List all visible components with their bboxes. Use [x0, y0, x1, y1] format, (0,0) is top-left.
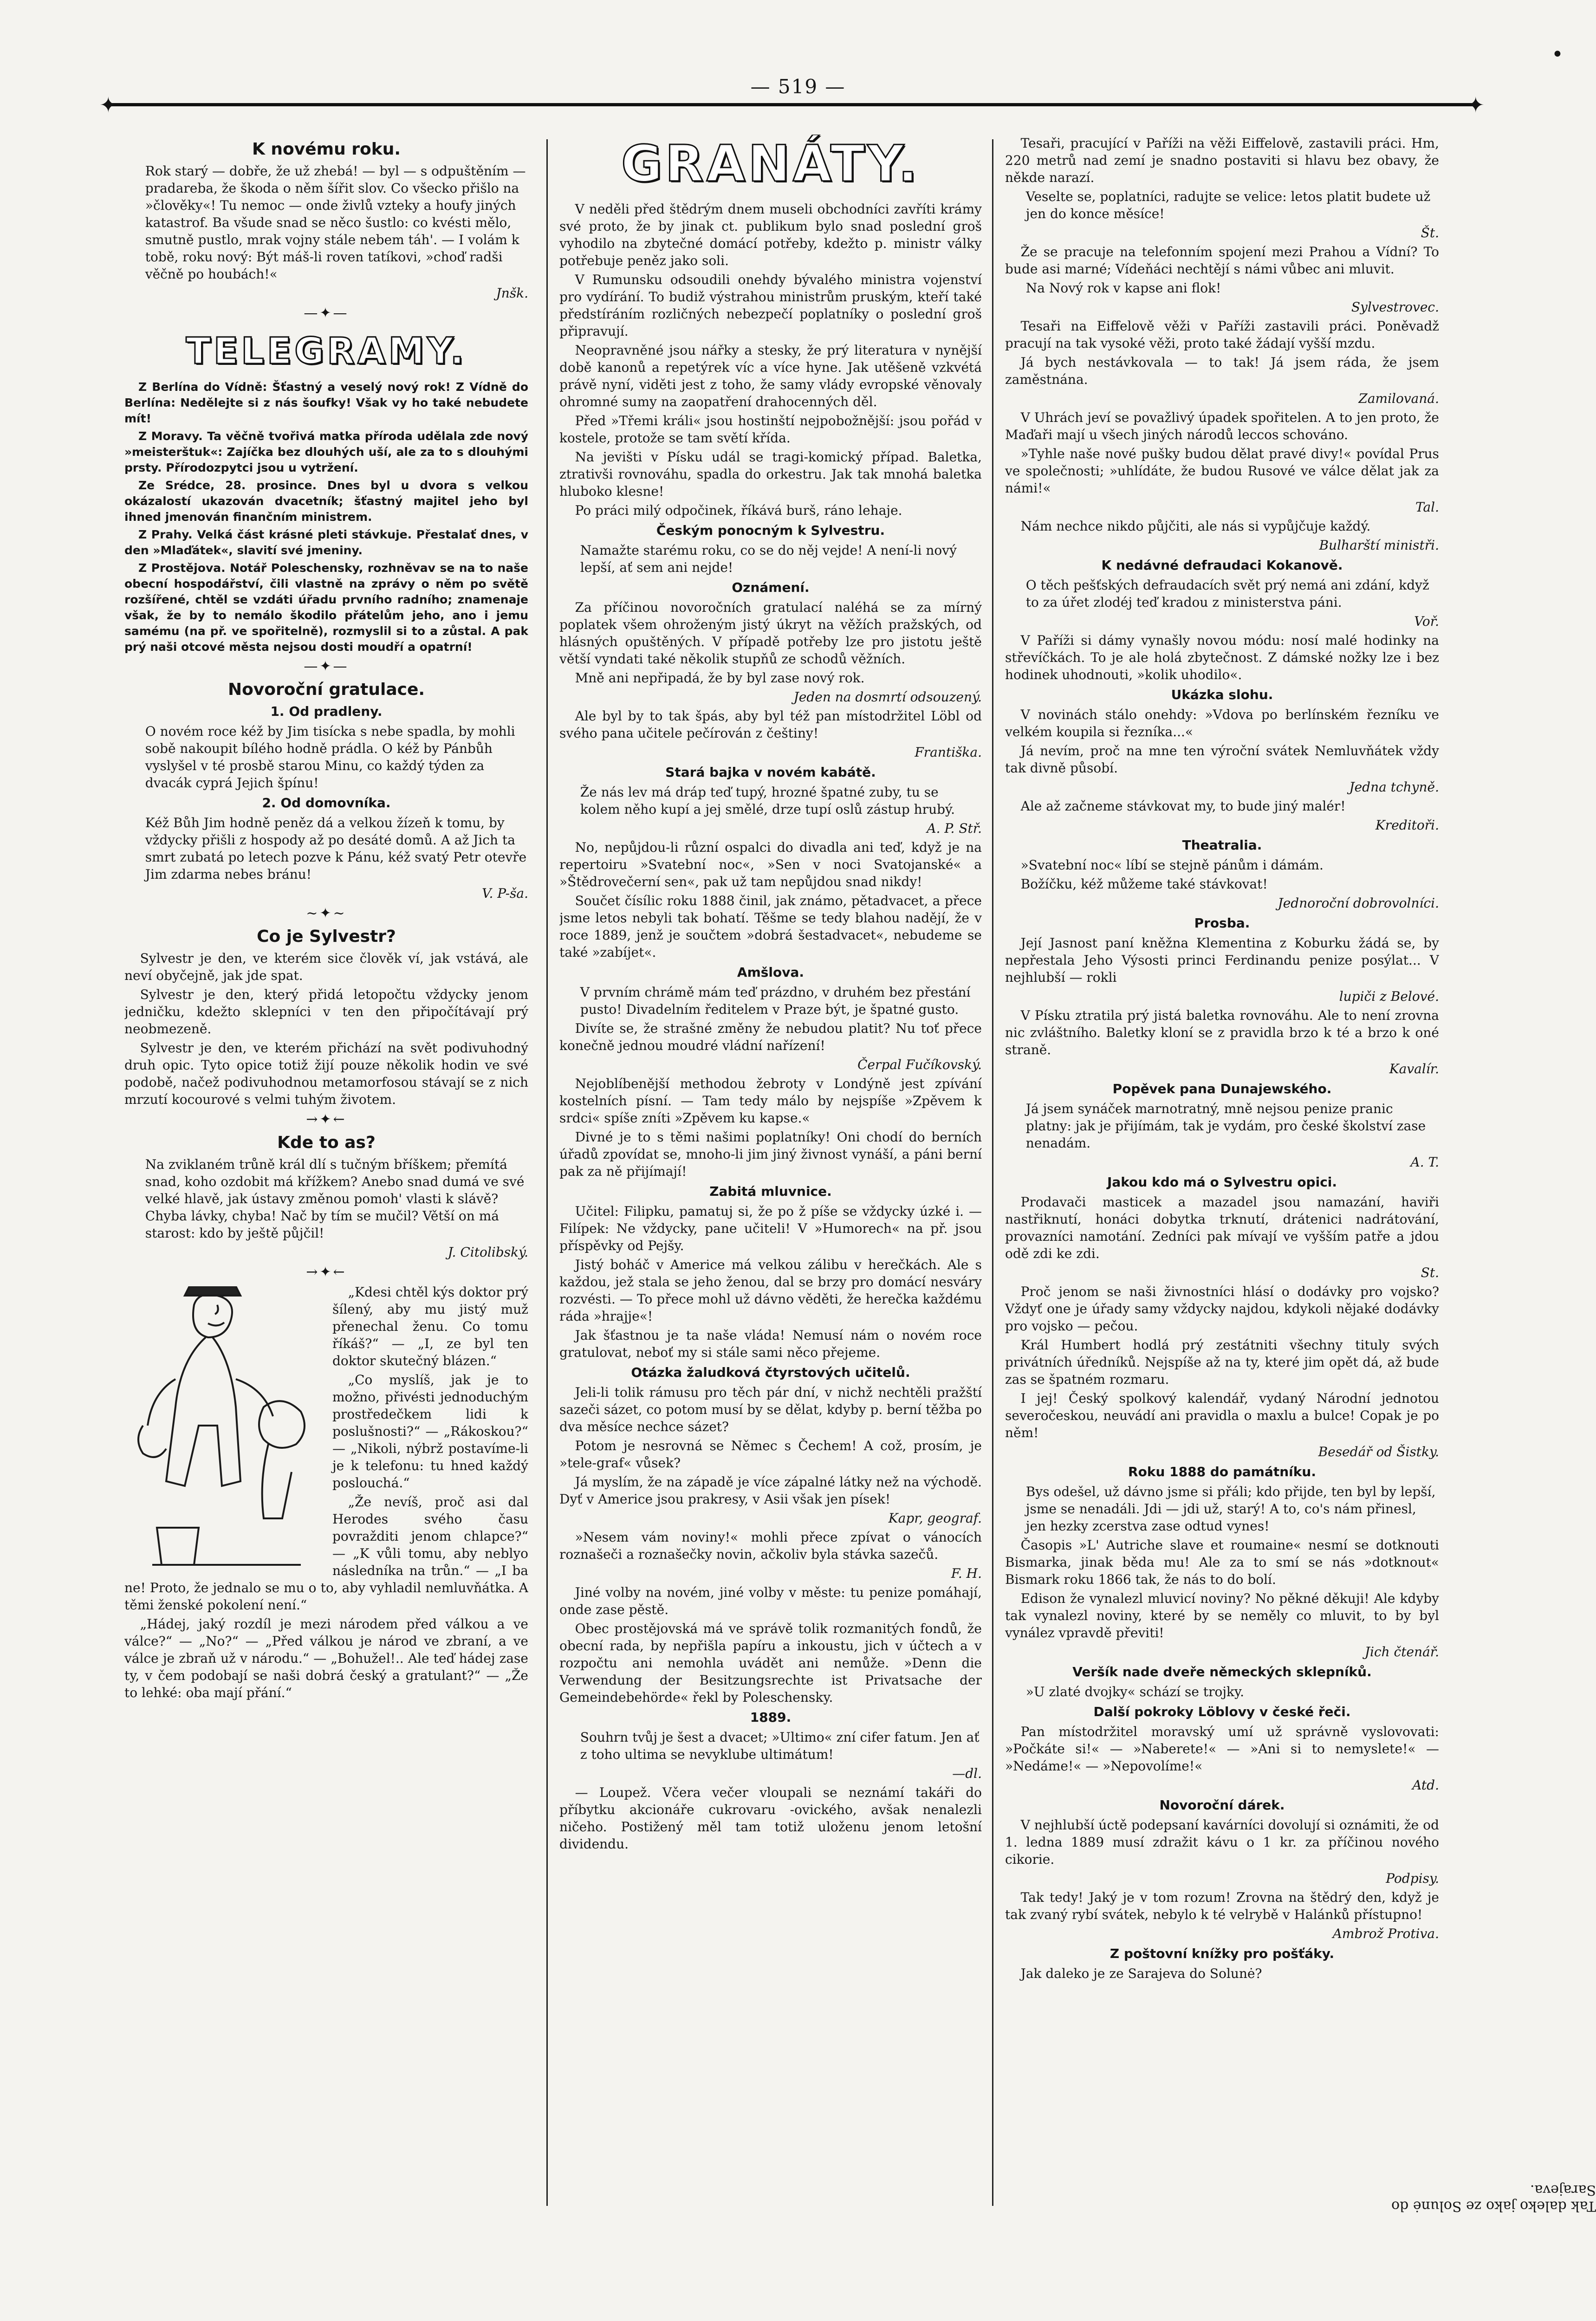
subheading: 1889. [750, 1710, 792, 1725]
paragraph: Na jevišti v Písku udál se tragi-komický případ. Baletka, ztrativši rovnováhu, spadla do orkestru. Jak tak mnohá baletka hluboko klesne! [559, 449, 982, 499]
subheading: Roku 1888 do památníku. [1128, 1464, 1316, 1479]
signature: Jednoroční dobrovolníci. [1278, 895, 1439, 911]
ornament: →✦← [306, 1264, 347, 1280]
verse: Já jsem synáček marnotratný, mně nejsou penize pranic platny: jak je přijímám, tak je vydám, pro české školství zase nenadám. [1025, 1101, 1426, 1151]
ornament: →✦← [306, 1111, 347, 1128]
paragraph: Obec prostějovská má ve správě tolik rozmanitých fondů, že obecní rada, by nepřišla papíru a inkoustu, jich v účtech a v rozpočtu ani nemohla uvádět ani nemůže. »Denn die Verwendung der Besitzungsrechte ist Privatsache der Gemeindebehörde« řekl by Poleschensky. [559, 1621, 982, 1705]
upside-down-answer: Tak daleko jako ze Solunė do Sarajeva. [1391, 2182, 1596, 2214]
paragraph: V nejhlubší úctě podepsaní kavárníci dovolují si oznámiti, že od 1. ledna 1889 musí zdražit kávu o 1 kr. za příčinou nového cikorie. [1005, 1817, 1439, 1867]
verse: Namažte starému roku, co se do něj vejde! A není-li nový lepší, ať sem ani nejde! [580, 543, 957, 575]
subheading: Jakou kdo má o Sylvestru opici. [1107, 1174, 1337, 1190]
signature: J. Citolibský. [448, 1245, 528, 1260]
paragraph: Její Jasnost paní kněžna Klementina z Koburku žádá se, by nepřestala Jeho Výsosti princi Ferdinandu penize posýlat... V nejhlubší — rokli [1005, 935, 1439, 985]
paragraph: Sylvestr je den, který přidá letopočtu vždycky jenom jedničku, kdežto sklepníci v ten den připočítávají prý neobmezeně. [124, 987, 528, 1037]
cartoon-illustration [124, 1286, 324, 1574]
column-3 [1005, 135, 1439, 2215]
heading-granaty: GRANÁTY. [621, 135, 920, 193]
subheading: K nedávné defraudaci Kokanově. [1101, 558, 1343, 573]
signature: Sylvestrovec. [1351, 299, 1439, 315]
paragraph: Časopis »L' Autriche slave et roumaine« nesmí se dotknouti Bismarka, jinak běda mu! Ale za to smí se nás »dotknout« Bismark roku 1866 tak, že nás to do bolí. [1005, 1537, 1439, 1587]
verse: Bys odešel, už dávno jsme si přáli; kdo přijde, ten byl by lepší, jsme se nenadáli. Jdi — jdi už, starý! A to, co's nám přinesl, jen hezky zcerstva zase odtud vynes! [1025, 1484, 1436, 1534]
subheading: Další pokroky Löblovy v české řeči. [1093, 1704, 1351, 1719]
verse: »U zlaté dvojky« schází se trojky. [1025, 1684, 1245, 1699]
subheading: 1. Od pradleny. [270, 704, 383, 719]
paragraph: Mně ani nepřipadá, že by byl zase nový rok. [575, 670, 865, 686]
paragraph: Divné je to s těmi našimi poplatníky! Oni chodí do berních úřadů zpovídat se, mnoho-li jim jiný živnost vynáší, a páni berní pak za ně přijímají! [559, 1129, 982, 1179]
ornament: —✦— [304, 658, 349, 674]
column-rule-2 [992, 139, 993, 2206]
signature: Čerpal Fučíkovský. [857, 1057, 982, 1072]
signature: Ambrož Protiva. [1332, 1926, 1439, 1941]
page-number: — 519 — [750, 75, 846, 98]
heading-sylvestr: Co je Sylvestr? [257, 927, 396, 946]
heading-new-year: K novému roku. [252, 140, 401, 159]
paragraph: Po práci milý odpočinek, říkává burš, ráno lehaje. [575, 503, 902, 518]
subheading: Oznámení. [732, 580, 810, 595]
subheading: Ukázka slohu. [1171, 687, 1273, 702]
poem-new-year: Rok starý — dobře, že už zhebá! — byl — s odpuštěním — pradareba, že škoda o něm šířit slov. Co všecko přišlo na »člověky«! Tu nemoc — onde živlů vzteky a houfy jiných katastrof. Ba všude snad se něco šustlo: co kvésti mělo, smutně pustlo, mrak vojny stále nebem táh'. — I volám k tobě, roku nový: Být máš-li roven tatíkovi, »choď radši věčně po houbách!« [145, 163, 526, 282]
heading-kde-to-as: Kde to as? [277, 1133, 376, 1152]
signature: Voř. [1414, 614, 1439, 629]
paragraph: Učitel: Filipku, pamatuj si, že po ž píše se vždycky úzké i. — Filípek: Ne vždycky, pane učiteli! V »Humorech« na př. jsou příspěvky od Pejšy. [559, 1204, 982, 1253]
paragraph: Že se pracuje na telefonním spojení mezi Prahou a Vídní? To bude asi marné; Vídeňáci nechtějí s námi vůbec ani mluvit. [1005, 244, 1439, 277]
poem: Na zviklaném trůně král dlí s tučným bříškem; přemítá snad, koho ozdobit má křížkem? Anebo snad dumá ve své velké hlavě, jak ústavy změnou pomoh' vlasti k slávě? Chyba lávky, chyba! Nač by tím se mučil? Větší on má starost: kdo by ještě půjčil! [145, 1157, 525, 1241]
paragraph: Tesaři, pracující v Paříži na věži Eiffelově, zastavili práci. Hm, 220 metrů nad zemí je snadno postaviti si hlavu bez obavy, že někde narazí. [1005, 136, 1439, 185]
paragraph: Ale až začneme stávkovat my, to bude jiný malér! [1020, 798, 1346, 814]
paragraph: No, nepůjdou-li různí ospalci do divadla ani teď, když je na repertoiru »Svatební noc«, »Sen v noci Svatojanské« a »Štědrovečerní sen«, pak už tam nepůjdou snad nikdy! [559, 840, 982, 889]
subheading: Theatralia. [1182, 837, 1262, 853]
paragraph: Já myslím, že na západě je více zápalné látky než na východě. Dyť v Americe jsou prakresy, v Asii však jen písek! [559, 1474, 982, 1507]
signature: Jich čtenář. [1364, 1644, 1439, 1660]
signature: Besedář od Šistky. [1318, 1444, 1439, 1459]
paragraph: Edison že vynalezl mluvicí noviny? No pěkné děkuji! Ale kdyby tak vynalezl noviny, které by se neměly co mluvit, to by byl vynález vpravdě převiti! [1005, 1591, 1439, 1640]
verse: O těch pešťských defraudacích svět prý nemá ani zdání, když to za úřet zlodéj teď kradou z ministerstva páni. [1025, 577, 1429, 610]
verse: V prvním chrámě mám teď prázdno, v druhém bez přestání pusto! Divadelním ředitelem v Praze být, je špatné gusto. [580, 985, 971, 1017]
signature: Podpisy. [1386, 1871, 1439, 1886]
subheading: Amšlova. [737, 965, 804, 980]
paragraph: Já bych nestávkovala — to tak! Já jsem ráda, že jsem zaměstnána. [1005, 355, 1439, 387]
subheading: 2. Od domovníka. [262, 795, 391, 810]
subheading: Stará bajka v novém kabátě. [665, 765, 876, 780]
paragraph: Král Humbert hodlá prý zestátniti všechny tituly svých privátních úředníků. Nejspíše až na ty, které jim opět dá, až bude zas se špatném rozmaru. [1005, 1337, 1439, 1387]
paragraph: Nejoblíbenější methodou žebroty v Londýně jest zpívání kostelních písní. — Tam tedy málo by nejspíše »Zpěvem k srdci« spíše zníti »Zpěvem ku kapse.« [559, 1076, 982, 1126]
signature: Kavalír. [1389, 1061, 1439, 1076]
paragraph: V Paříži si dámy vynašly novou módu: nosí malé hodinky na střevíčkách. To je ale holá zbytečnost. Z dámské nožky lze i bez hodinek uhodnouti, »kolik uhodilo«. [1005, 633, 1439, 682]
signature: Bulharští ministři. [1319, 538, 1439, 553]
paragraph: I jej! Český spolkový kalendář, vydaný Národní jednotou severočeskou, neuvádí ani pravidla o maxlu a bulce! Copak je po něm! [1005, 1391, 1439, 1440]
paragraph: Proč jenom se naši živnostníci hlásí o dodávky pro vojsko? Vždyť one je úřady samy vždycky najdou, kdykoli nějaké dodávky pro vojsko — pečou. [1005, 1284, 1439, 1334]
paragraph: Za příčinou novoročních gratulací naléhá se za mírný poplatek všem ohroženým jistý úkryt na věžích pražských, od hlásných opuštěných. V případě potřeby lze pro jistotu ještě větší vyndati také několik stupňů ze schodů věžních. [559, 600, 982, 667]
signature: Št. [1421, 225, 1439, 240]
signature: A. P. Stř. [927, 821, 982, 836]
paragraph: Tak tedy! Jaký je v tom rozum! Zrovna na štědrý den, když je tak zvaný rybí svátek, nebylo k té velrybě v Halánků přístupno! [1005, 1890, 1439, 1922]
paragraph: Neopravněné jsou nářky a stesky, že prý literatura v nynější době kanonů a repetýrek víc a více hyne. Jak utěšeně vzkvétá právě nyní, viděti jest z toho, že samy vlády evropské věnovaly ohromné sumy na zaopatření drahocenných děl. [559, 343, 982, 409]
paragraph: Jak daleko je ze Sarajeva do Solunė? [1020, 1966, 1262, 1981]
subheading: Veršík nade dveře německých sklepníků. [1072, 1664, 1372, 1679]
poem: Kéž Bůh Jim hodně peněz dá a velkou žízeň k tomu, by vždycky přišli z hospody až po desáté domů. A až Jich ta smrt zubatá po letech pozve k Pánu, kéž svatý Petr otevře Jim zdarma nebes bránu! [145, 815, 527, 882]
signature: Atd. [1412, 1777, 1439, 1793]
signature: Zamilovaná. [1358, 391, 1439, 406]
paragraph: Ale byl by to tak špás, aby byl též pan místodržitel Löbl od svého pana učitele pečírován z češtiny! [559, 708, 982, 741]
paragraph: V neděli před štědrým dnem museli obchodníci zavříti krámy své proto, že by jinak ct. publikum bylo snad poslední groš vyhodilo na zbytečné domácí potřeby, kdežto p. ministr války potřebuje peněz jako soli. [559, 201, 982, 268]
heading-telegramy: TELEGRAMY. [186, 331, 467, 372]
paragraph: »Nesem vám noviny!« mohli přece zpívat o vánocích roznašeči a roznašečky novin, ačkoliv byla stávka sazečů. [559, 1530, 982, 1562]
subheading: Zabitá mluvnice. [709, 1184, 832, 1199]
ornament: —✦— [304, 305, 349, 321]
paragraph: Před »Třemi králi« jsou hostinští nejpobožnější: jsou pořád v kostele, protože se tam světí křída. [559, 413, 982, 446]
subheading: Českým ponocným k Sylvestru. [656, 523, 885, 538]
signature: Kreditoři. [1375, 817, 1439, 833]
paragraph: »Svatební noc« líbí se stejně pánům i dámám. [1020, 857, 1324, 873]
signature: St. [1421, 1265, 1439, 1280]
paragraph: V Uhrách jeví se považlivý úpadek spořitelen. A to jen proto, že Maďaři mají u všech jiných národů leccos schováno. [1005, 410, 1439, 442]
subheading: Otázka žaludková čtyrstových učitelů. [631, 1365, 910, 1380]
signature: Jedna tchyně. [1349, 779, 1439, 795]
top-frame-rule [110, 103, 1474, 106]
telegram: Z Berlína do Vídně: Šťastný a veselý nový rok! Z Vídně do Berlína: Nedělejte si z nás šoufky! Však vy ho také nebudete mít! [124, 380, 528, 425]
paragraph: Nám nechce nikdo půjčiti, ale nás si vypůjčuje každý. [1020, 519, 1371, 534]
signature: Tal. [1415, 499, 1439, 515]
column-rule-1 [546, 139, 548, 2206]
verse: Souhrn tvůj je šest a dvacet; »Ultimo« zní cifer fatum. Jen ať z toho ultima se nevyklube ultimátum! [580, 1730, 980, 1762]
signature: Jeden na dosmrtí odsouzený. [793, 689, 982, 705]
anecdote: „Co myslíš, jak je to možno, přivésti jednoduchým prostředečkem lidi k poslušnosti?“ — „Rákoskou?“ — „Nikoli, nýbrž postavíme-li je k telefonu: tu hned každý poslouchá.“ [332, 1372, 528, 1491]
poem: O novém roce kéž by Jim tisícka s nebe spadla, by mohli sobě nakoupit bílého hodně prádla. O kéž by Pánbůh vyslyšel v té prosbě starou Minu, co každý týden za dvacák cyprá Jejich špínu! [145, 724, 515, 791]
anecdote: „Kdesi chtěl kýs doktor prý šílený, aby mu jistý muž přenechal ženu. Co tomu říkáš?“ — „I, ze byl ten doktor skutečný blázen.“ [332, 1284, 528, 1368]
signature: —dl. [952, 1766, 982, 1781]
paragraph: Jak šťastnou je ta naše vláda! Nemusí nám o novém roce gratulovat, neboť my si stále sami něco přejeme. [559, 1328, 982, 1360]
paragraph: Sylvestr je den, ve kterém přichází na svět podivuhodný druh opic. Tyto opice totiž žijí pouze několik hodin ve své podobě, načež podivuhodnou metamorfosou stávají se z nich mrzutí kocourové s velmi tuhým životem. [124, 1040, 528, 1107]
ornament: ~✦~ [306, 905, 347, 921]
signature: Jnšk. [496, 285, 528, 301]
subheading: Novoroční dárek. [1159, 1797, 1285, 1813]
paragraph: V Rumunsku odsoudili onehdy bývalého ministra vojenství pro vydírání. To budiž výstrahou ministrům pruským, kteří také předstíráním rozličných nebezpečí poplatníky o poslední groš připravují. [559, 272, 982, 339]
paragraph: Potom je nesrovná se Němec s Čechem! A což, prosím, je »tele-graf« vůsek? [559, 1438, 982, 1471]
paragraph: Součet čísílic roku 1888 činil, jak známo, pětadvacet, a přece jsme letos nebyli tak bohatí. Těšme se tedy blahou nadějí, že v roce 1889, jenž je součtem »dobrá šestadvacet«, nebudeme se také »zabíjet«. [559, 893, 982, 960]
heading-gratulace: Novoroční gratulace. [227, 680, 425, 699]
paragraph: Pan místodržitel moravský umí už správně vyslovovati: »Počkáte si!« — »Naberete!« — »Ani si to nemyslete!« — »Nedáme!« — »Nepovolíme!« [1005, 1724, 1439, 1774]
column-2 [559, 135, 982, 2215]
paragraph: V Písku ztratila prý jistá baletka rovnováhu. Ale to není zrovna nic zvláštního. Baletky kloní se z pravidla brzo k té a brzo k oné straně. [1005, 1008, 1439, 1057]
signature: V. P-ša. [482, 886, 528, 901]
signature: Kapr, geograf. [888, 1511, 982, 1526]
corner-mark: • [1551, 43, 1564, 66]
paragraph: »Tyhle naše nové pušky budou dělat pravé divy!« povídal Prus ve společnosti; »uhlídáte, že budou Rusové ve válce dělat jak za námi!« [1005, 446, 1439, 496]
paragraph: Divíte se, že strašné změny že nebudou platit? Nu toť přece konečně jednou moudré vládní nařízení! [559, 1021, 982, 1053]
verse: Veselte se, poplatníci, radujte se velice: letos platit budete už jen do konce měsíce! [1025, 189, 1431, 221]
paragraph: Prodavači masticek a mazadel jsou namazání, haviři nastřiknutí, honáci dobytka trknutí, drátenici nadrátování, provazníci namotání. Zedníci pak mívají ve vyšším patře a jdou odě zdi ke zdi. [1005, 1194, 1439, 1261]
signature: lupiči z Belové. [1339, 989, 1439, 1004]
telegram: Ze Srédce, 28. prosince. Dnes byl u dvora s velkou okázalostí ukazován dvacetník; šťastný majitel jeho byl ihned jmenován finančním ministrem. [124, 479, 528, 524]
verse: Na Nový rok v kapse ani flok! [1025, 280, 1221, 296]
paragraph: V novinách stálo onehdy: »Vdova po berlínském řezníku ve velkém koupila si řezníka...« [1005, 707, 1439, 739]
telegram: Z Moravy. Ta věčně tvořivá matka příroda udělala zde nový »meisterštuk«: Zajíčka bez dlouhých uší, ale za to s dlouhými prsty. Přírodozpytci jsou u vytržení. [124, 429, 528, 474]
subheading: Popěvek pana Dunajewského. [1112, 1081, 1332, 1096]
verse: Že nás lev má dráp teď tupý, hrozné špatné zuby, tu se kolem něho kupí a jej smělé, drze tupí oslů zástup hrubý. [580, 784, 955, 817]
signature: Františka. [915, 745, 982, 760]
paragraph: Já nevím, proč na mne ten výroční svátek Nemluvňátek vždy tak divně působí. [1005, 743, 1439, 776]
signature: F. H. [951, 1566, 982, 1581]
paragraph: Jiné volby na novém, jiné volby v měste: tu penize pomáhají, onde zase pěstě. [559, 1585, 982, 1617]
signature: A. T. [1410, 1154, 1439, 1170]
subheading: Prosba. [1194, 915, 1250, 931]
anecdote: „Hádej, jaký rozdíl je mezi národem před válkou a ve válce?“ — „No?“ — „Před válkou je národ ve zbraní, a ve válce je zbraň už v národu.“ — „Bohužel!.. Ale teď hádej zase ty, v čem podobají se naši dobrá český a gratulant?“ — „Že to lehké: oba mají přání.“ [124, 1616, 528, 1700]
paragraph: — Loupež. Včera večer vloupali se neznámí takáři do příbytku akcionáře cukrovaru -ovického, avšak nenalezli ničeho. Postižený měl tam totiž uloženu jenom letošní dividendu. [559, 1785, 982, 1852]
paragraph: Jeli-li tolik rámusu pro těch pár dní, v nichž nechtěli pražští sazeči sázet, co potom musí by se dělat, kdyby p. berní těžba po dva měsíce nechce sázet? [559, 1385, 982, 1434]
subheading: Z poštovní knížky pro pošťáky. [1109, 1946, 1335, 1961]
telegram: Z Prostějova. Notář Poleschensky, rozhněvav se na to naše obecní hospodářství, čili vlastně na zprávy o něm po světě rozšířené, chtěl se vzdáti úřadu prvního radního; znamenaje však, že by to nemálo škodilo přátelům jeho, ano i jemu samému (na př. ve spořitelně), rozmyslil si to a zůstal. A pak prý naši otcové města nejsou dosti moudří a opatrní! [124, 561, 528, 654]
paragraph: Sylvestr je den, ve kterém sice člověk ví, jak vstává, ale neví obyčejně, jak jde spat. [124, 951, 528, 983]
telegram: Z Prahy. Velká část krásné pleti stávkuje. Přestalať dnes, v den »Mlaďátek«, slavití své jmeniny. [124, 528, 528, 557]
anecdote: „Že nevíš, proč asi dal Herodes svého času povražditi jenom chlapce?“ — „K vůli tomu, aby neblyo následníka na trůn.“ — „I ba ne! Proto, že jednalo se mu o to, aby vyhladil nemluvňátka. A těmi ženské pokolení není.“ [124, 1494, 528, 1613]
paragraph: Božíčku, kéž můžeme také stávkovat! [1020, 876, 1268, 892]
paragraph: Tesaři na Eiffelově věži v Paříži zastavili práci. Poněvadž pracují na tak vysoké věži, proto také žádají vyšší mzdu. [1005, 318, 1439, 351]
paragraph: Jistý boháč v Americe má velkou zálibu v herečkách. Ale s každou, jež stala se jeho ženou, dal se brzy pro domácí nesváry rozvésti. — To přece mohl už dávno věděti, že herečka každému ráda »hrajje«! [559, 1257, 982, 1324]
column-1 [124, 135, 528, 2215]
